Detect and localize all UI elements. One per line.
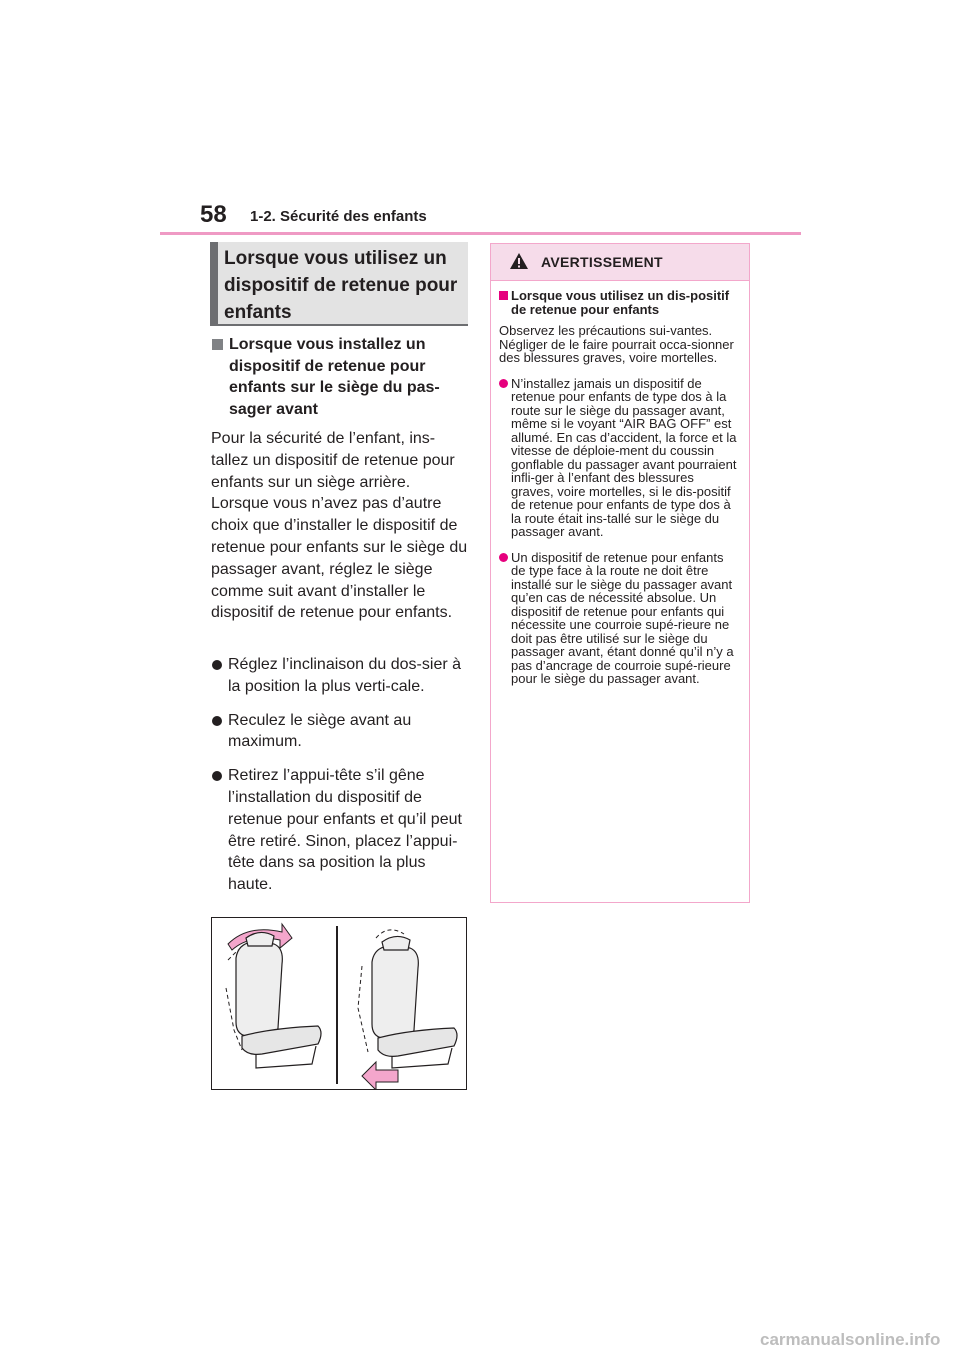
list-item-text: Reculez le siège avant au maximum. [228, 711, 412, 751]
list-item [211, 765, 469, 896]
list-item [211, 654, 469, 698]
list-item-text: Retirez l’appui-tête s’il gêne l’installation du dispositif de retenue pour enfants et qu’il peut être retiré. Sinon, placez l’appui-tête dans sa position la plus haute. [228, 767, 462, 894]
bullet-dot-icon [212, 716, 222, 726]
bullet-dot-icon [499, 553, 508, 562]
warning-title: AVERTISSEMENT [541, 254, 663, 270]
page-number: 58 [200, 201, 227, 228]
main-bullet-list [211, 654, 469, 908]
bullet-dot-icon [499, 379, 508, 388]
bullet-dot-icon [212, 771, 222, 781]
main-intro: Pour la sécurité de l’enfant, ins-tallez un dispositif de retenue pour enfants sur un siège arrière. Lorsque vous n’avez pas d’autre choix que d’installer le dispositif de retenue pour enfants sur le siège du passager avant, réglez le siège comme suit avant d’installer le dispositif de retenue pour enfants. [211, 430, 468, 622]
warning-box [490, 243, 750, 903]
warning-subheading [499, 289, 739, 316]
section-title: 1-2. Sécurité des enfants [250, 208, 427, 225]
topic-heading-box [210, 242, 468, 326]
list-item-text: Réglez l’inclinaison du dos-sier à la position la plus verti-cale. [228, 656, 462, 695]
header-rule [160, 232, 801, 235]
square-bullet-icon [499, 291, 508, 300]
seat-back-icon-2 [372, 946, 418, 1040]
warning-triangle-icon [509, 252, 529, 270]
list-item [499, 377, 739, 539]
headrest-icon-2 [382, 936, 410, 950]
square-bullet-icon [212, 339, 223, 350]
seat-adjustment-illustration [211, 917, 467, 1090]
list-item-text: N’installez jamais un dispositif de retenue pour enfants de type dos à la route sur le siège du passager avant, même si le voyant “AIR BAG OFF” est allumé. En cas d’accident, la force et la vitesse de déploie-ment du coussin gonflable du passager avant pourraient infli-ger à l’enfant des blessures graves, voire mortelles, si le dis-positif de retenue pour enfants de type dos à la route était ins-tallé sur le siège du passager avant. [511, 375, 737, 539]
bullet-dot-icon [212, 660, 222, 670]
seat-back-icon [236, 942, 282, 1038]
watermark: carmanualsonline.info [760, 1330, 941, 1349]
warning-header [491, 244, 749, 281]
main-subheading [212, 334, 468, 420]
list-item [211, 710, 469, 754]
list-item-text: Un dispositif de retenue pour enfants de type face à la route ne doit être installé sur le siège du passager avant qu’en cas de nécessité absolue. Un dispositif de retenue pour enfants qui nécessite une courroie supé-rieure ne doit pas être utilisé sur le siège du passager avant, étant donné qu’il n’y a pas d’ancrage de courroie supé-rieure pour le siège du passager avant. [511, 549, 734, 686]
seat-drawing [212, 918, 466, 1089]
warning-intro: Observez les précautions sui-vantes. Négliger de le faire pourrait occa-sionner des blessures graves, voire mortelles. [499, 323, 734, 365]
warning-subheading-text: Lorsque vous utilisez un dis-positif de retenue pour enfants [511, 288, 730, 317]
list-item [499, 551, 739, 686]
main-subheading-text: Lorsque vous installez un dispositif de retenue pour enfants sur le siège du pas-sager avant [229, 336, 440, 418]
topic-title: Lorsque vous utilisez un dispositif de retenue pour enfants [224, 248, 458, 323]
